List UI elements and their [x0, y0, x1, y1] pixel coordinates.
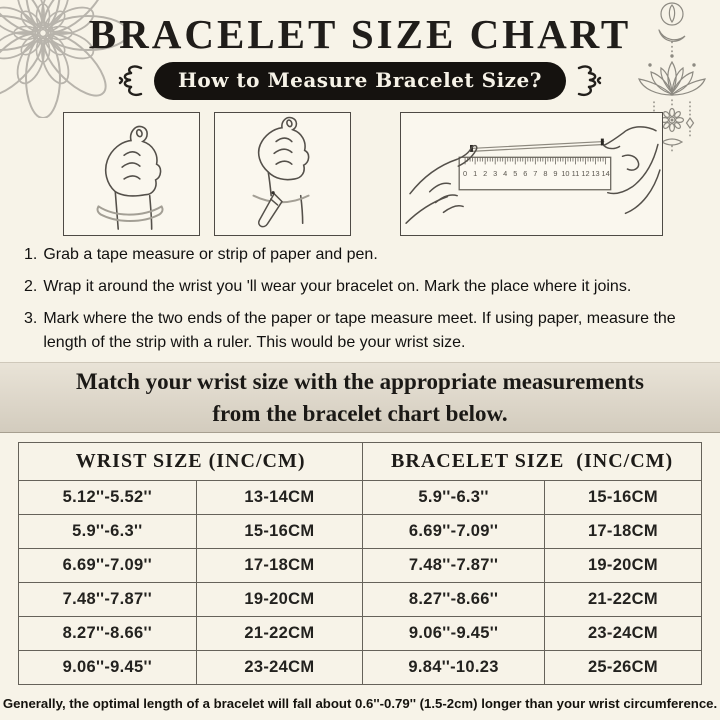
banner-line-1: Match your wrist size with the appropriate measurements [76, 369, 644, 395]
table-header-row [19, 443, 702, 481]
table-cell: 9.06''-9.45'' [363, 617, 545, 651]
table-cell: 21-22CM [544, 583, 701, 617]
wrap-tape-illustration [63, 112, 200, 236]
instruction-step [24, 275, 686, 300]
table-cell: 21-22CM [196, 617, 363, 651]
table-cell: 17-18CM [544, 515, 701, 549]
footer-note: Generally, the optimal length of a bracelet will fall about 0.6''-0.79'' (1.5-2cm) longer than your wrist circumference. [2, 696, 718, 711]
table-cell: 7.48''-7.87'' [19, 583, 197, 617]
ruler-number: 9 [553, 168, 558, 178]
table-cell: 15-16CM [196, 515, 363, 549]
ruler-number: 6 [523, 168, 528, 178]
page-title: BRACELET SIZE CHART [88, 11, 632, 57]
table-cell: 9.06''-9.45'' [19, 651, 197, 685]
table-cell: 13-14CM [196, 481, 363, 515]
table-row [19, 651, 702, 685]
ruler-number: 1 [473, 168, 478, 178]
table-cell: 6.69''-7.09'' [19, 549, 197, 583]
size-chart-body [19, 481, 702, 685]
wrist-size-header: WRIST SIZE (INC/CM) [19, 443, 363, 481]
instructions-list [24, 243, 686, 363]
ruler-number: 11 [571, 168, 580, 178]
table-cell: 7.48''-7.87'' [363, 549, 545, 583]
table-row [19, 515, 702, 549]
table-cell: 5.9''-6.3'' [19, 515, 197, 549]
table-row [19, 549, 702, 583]
table-cell: 23-24CM [196, 651, 363, 685]
ruler-number: 4 [503, 168, 508, 178]
table-cell: 23-24CM [544, 617, 701, 651]
ruler-number: 7 [533, 168, 538, 178]
ruler-number: 8 [543, 168, 548, 178]
ruler-number: 0 [463, 168, 468, 178]
ruler-number: 10 [561, 168, 570, 178]
table-cell: 19-20CM [196, 583, 363, 617]
table-row [19, 481, 702, 515]
flourish-right-icon [576, 63, 602, 99]
table-cell: 8.27''-8.66'' [19, 617, 197, 651]
how-to-measure-badge: How to Measure Bracelet Size? [154, 62, 566, 100]
ruler-number: 14 [601, 168, 610, 178]
mark-with-pen-illustration [214, 112, 351, 236]
step-text: Grab a tape measure or strip of paper and pen. [43, 246, 378, 263]
bracelet-size-header: BRACELET SIZE (INC/CM) [363, 443, 702, 481]
table-cell: 5.9''-6.3'' [363, 481, 545, 515]
step-text: Mark where the two ends of the paper or tape measure meet. If using paper, measure the length of the strip with a ruler. This would be your wrist size. [43, 309, 676, 352]
table-cell: 25-26CM [544, 651, 701, 685]
ruler-number: 3 [493, 168, 498, 178]
table-cell: 9.84''-10.23 [363, 651, 545, 685]
ruler-measure-illustration [400, 112, 663, 236]
table-cell: 15-16CM [544, 481, 701, 515]
table-row [19, 617, 702, 651]
table-cell: 19-20CM [544, 549, 701, 583]
instruction-step [24, 243, 686, 268]
ruler-number: 5 [513, 168, 518, 178]
step-number: 2. [24, 277, 38, 295]
ruler-number: 12 [581, 168, 590, 178]
table-cell: 8.27''-8.66'' [363, 583, 545, 617]
step-text: Wrap it around the wrist you 'll wear your bracelet on. Mark the place where it joins. [43, 277, 632, 295]
banner-line-2: from the bracelet chart below. [212, 400, 508, 426]
table-cell: 6.69''-7.09'' [363, 515, 545, 549]
size-chart-table [18, 442, 702, 685]
right-hand-line-art [604, 127, 660, 214]
step-number: 1. [24, 246, 38, 263]
table-cell: 5.12''-5.52'' [19, 481, 197, 515]
ruler-number: 13 [591, 168, 600, 178]
flourish-left-icon [118, 63, 144, 99]
match-size-banner [0, 362, 720, 433]
table-cell: 17-18CM [196, 549, 363, 583]
instruction-step [24, 307, 686, 357]
step-number: 3. [24, 309, 38, 327]
badge-row [0, 62, 720, 100]
table-row [19, 583, 702, 617]
ruler-number: 2 [483, 168, 488, 178]
